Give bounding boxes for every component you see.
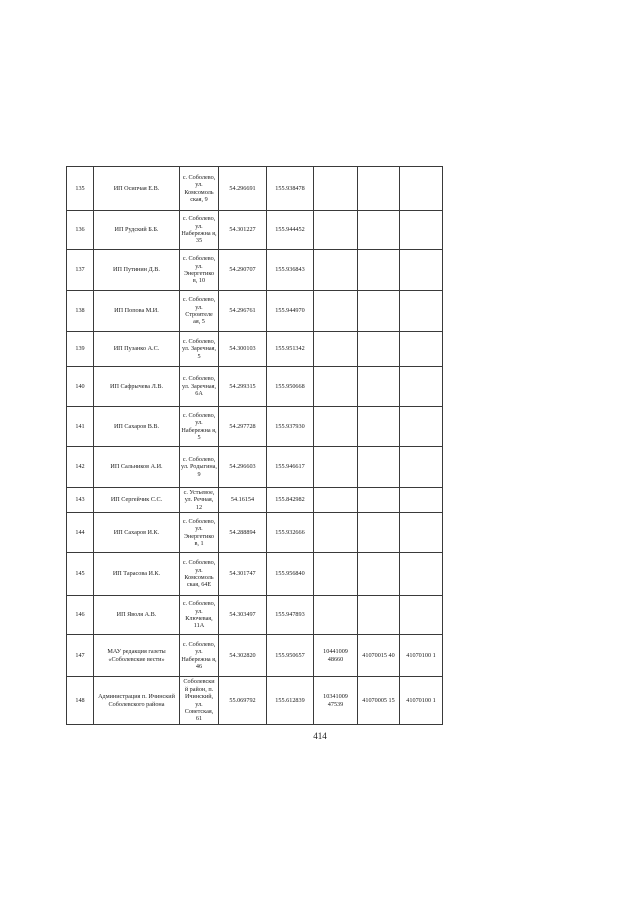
kpp — [400, 211, 443, 250]
org-name: ИП Попова М.И. — [94, 291, 180, 332]
address: с. Соболево, ул. Энергетико в, 10 — [180, 250, 219, 291]
row-number: 136 — [67, 211, 94, 250]
latitude: 54.290707 — [219, 250, 267, 291]
kpp — [400, 250, 443, 291]
table-row — [67, 291, 443, 332]
row-number: 144 — [67, 513, 94, 553]
address: с. Соболево, ул. Комсомоль ская, 9 — [180, 167, 219, 211]
longitude: 155.950668 — [267, 367, 314, 407]
row-number: 140 — [67, 367, 94, 407]
table-row — [67, 635, 443, 677]
org-name: ИП Сальников А.И. — [94, 447, 180, 488]
latitude: 54.296761 — [219, 291, 267, 332]
ogrn — [314, 167, 358, 211]
address: с. Соболево, ул. Набережна я, 35 — [180, 211, 219, 250]
kpp — [400, 596, 443, 635]
row-number: 148 — [67, 677, 94, 725]
inn — [358, 447, 400, 488]
org-name: ИП Тарасова И.К. — [94, 553, 180, 596]
table-row — [67, 250, 443, 291]
ogrn — [314, 250, 358, 291]
table-row — [67, 447, 443, 488]
ogrn — [314, 553, 358, 596]
inn — [358, 553, 400, 596]
inn — [358, 211, 400, 250]
inn: 41070005 15 — [358, 677, 400, 725]
longitude: 155.944970 — [267, 291, 314, 332]
table-row — [67, 553, 443, 596]
row-number: 141 — [67, 407, 94, 447]
org-name: ИП Сахаров В.В. — [94, 407, 180, 447]
table-row — [67, 167, 443, 211]
table-row — [67, 677, 443, 725]
inn — [358, 167, 400, 211]
table-row — [67, 367, 443, 407]
address: с. Соболево, ул. Заречная, 5 — [180, 332, 219, 367]
address: с. Соболево, ул. Комсомоль ская, 64Е — [180, 553, 219, 596]
longitude: 155.947893 — [267, 596, 314, 635]
row-number: 139 — [67, 332, 94, 367]
address: с. Соболево, ул. Набережна я, 5 — [180, 407, 219, 447]
ogrn — [314, 211, 358, 250]
row-number: 135 — [67, 167, 94, 211]
longitude: 155.932666 — [267, 513, 314, 553]
kpp — [400, 291, 443, 332]
address: с. Соболево, ул. Родыгина, 9 — [180, 447, 219, 488]
inn: 41070015 40 — [358, 635, 400, 677]
ogrn — [314, 596, 358, 635]
kpp — [400, 332, 443, 367]
address: с. Соболево, ул. Энергетико в, 1 — [180, 513, 219, 553]
org-name: ИП Яволя А.В. — [94, 596, 180, 635]
latitude: 54.302820 — [219, 635, 267, 677]
org-name: ИП Сергейчик С.С. — [94, 488, 180, 513]
address: с. Соболево, ул. Набережна я, 46 — [180, 635, 219, 677]
longitude: 155.950657 — [267, 635, 314, 677]
latitude: 54.301747 — [219, 553, 267, 596]
kpp — [400, 553, 443, 596]
kpp — [400, 513, 443, 553]
longitude: 155.951342 — [267, 332, 314, 367]
latitude: 54.288894 — [219, 513, 267, 553]
org-name: ИП Осипчая Е.В. — [94, 167, 180, 211]
ogrn — [314, 367, 358, 407]
org-name: ИП Рудский Б.Б. — [94, 211, 180, 250]
longitude: 155.937930 — [267, 407, 314, 447]
latitude: 54.301227 — [219, 211, 267, 250]
table-row — [67, 513, 443, 553]
org-name: ИП Пузанко А.С. — [94, 332, 180, 367]
address: с. Соболево, ул. Ключевая, 11А — [180, 596, 219, 635]
table-row — [67, 211, 443, 250]
inn — [358, 291, 400, 332]
kpp: 41070100 1 — [400, 635, 443, 677]
table-row — [67, 332, 443, 367]
latitude: 54.296691 — [219, 167, 267, 211]
latitude: 54.303497 — [219, 596, 267, 635]
row-number: 143 — [67, 488, 94, 513]
longitude: 155.936843 — [267, 250, 314, 291]
latitude: 54.299315 — [219, 367, 267, 407]
org-name: ИП Сафрычева Л.В. — [94, 367, 180, 407]
ogrn — [314, 332, 358, 367]
kpp — [400, 367, 443, 407]
inn — [358, 513, 400, 553]
row-number: 146 — [67, 596, 94, 635]
longitude: 155.946617 — [267, 447, 314, 488]
latitude: 54.300103 — [219, 332, 267, 367]
inn — [358, 250, 400, 291]
kpp: 41070100 1 — [400, 677, 443, 725]
address: с. Устьевое, ул. Речная, 12 — [180, 488, 219, 513]
page-number: 414 — [313, 731, 327, 741]
longitude: 155.612839 — [267, 677, 314, 725]
kpp — [400, 167, 443, 211]
table-row — [67, 488, 443, 513]
row-number: 147 — [67, 635, 94, 677]
ogrn — [314, 291, 358, 332]
kpp — [400, 447, 443, 488]
longitude: 155.956840 — [267, 553, 314, 596]
inn — [358, 488, 400, 513]
kpp — [400, 407, 443, 447]
address: с. Соболево, ул. Строителе ая, 5 — [180, 291, 219, 332]
longitude: 155.842982 — [267, 488, 314, 513]
ogrn — [314, 447, 358, 488]
ogrn: 10441009 48660 — [314, 635, 358, 677]
row-number: 138 — [67, 291, 94, 332]
ogrn — [314, 488, 358, 513]
inn — [358, 407, 400, 447]
inn — [358, 332, 400, 367]
kpp — [400, 488, 443, 513]
latitude: 54.297728 — [219, 407, 267, 447]
org-name: Администрация п. Ичинский Соболевского района — [94, 677, 180, 725]
org-name: МАУ редакция газеты «Соболевские вести» — [94, 635, 180, 677]
org-name: ИП Сахаров И.К. — [94, 513, 180, 553]
ogrn — [314, 407, 358, 447]
inn — [358, 596, 400, 635]
row-number: 145 — [67, 553, 94, 596]
latitude: 54.296603 — [219, 447, 267, 488]
longitude: 155.938478 — [267, 167, 314, 211]
registry-table — [66, 166, 443, 725]
address: с. Соболево, ул. Заречная, 6А — [180, 367, 219, 407]
address: Соболевски й район, п. Ичинский, ул. Советская, 61 — [180, 677, 219, 725]
row-number: 137 — [67, 250, 94, 291]
ogrn: 10341009 47539 — [314, 677, 358, 725]
row-number: 142 — [67, 447, 94, 488]
table-row — [67, 407, 443, 447]
inn — [358, 367, 400, 407]
latitude: 54.16154 — [219, 488, 267, 513]
longitude: 155.944452 — [267, 211, 314, 250]
table-row — [67, 596, 443, 635]
latitude: 55.069792 — [219, 677, 267, 725]
ogrn — [314, 513, 358, 553]
org-name: ИП Путинин Д.В. — [94, 250, 180, 291]
